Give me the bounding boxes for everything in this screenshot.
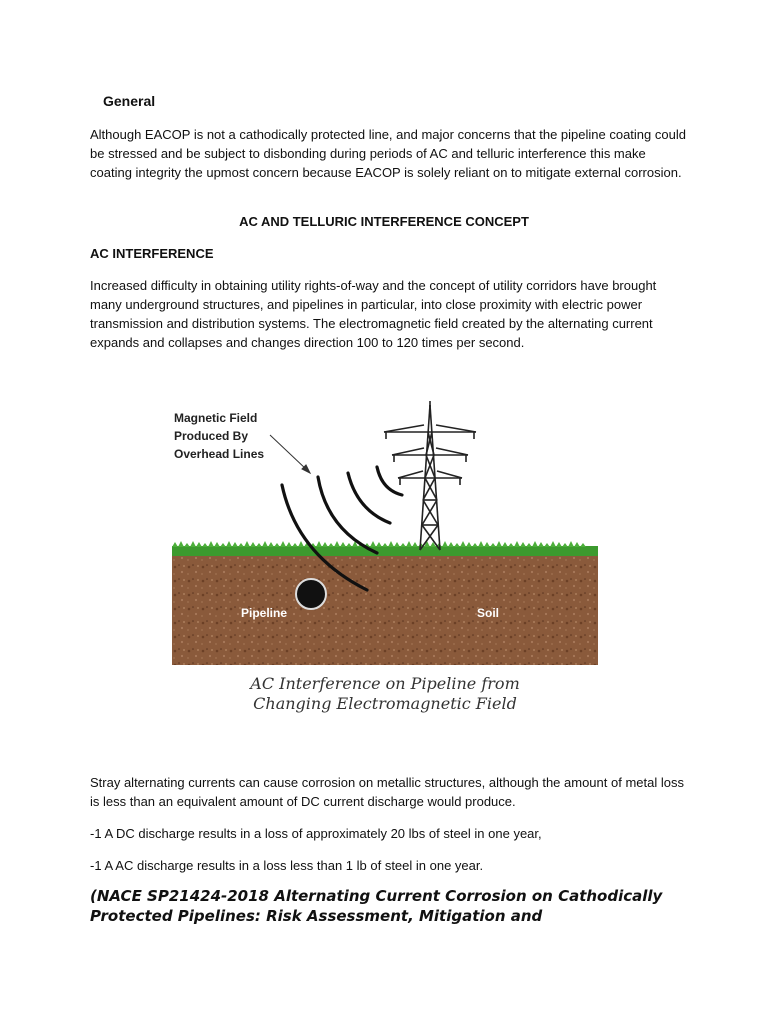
ac-interference-figure — [172, 395, 598, 665]
paragraph-intro: Although EACOP is not a cathodically protected line, and major concerns that the pipeline coating could be stressed and be subject to disbonding during periods of AC and telluric interference this make coating integrity the upmost concern because EACOP is solely reliant on to mitigate external corrosion. — [90, 127, 686, 180]
heading-general: General — [103, 93, 156, 109]
label-pipeline: Pipeline — [241, 606, 288, 620]
ac-discharge-line: -1 A AC discharge results in a loss less than 1 lb of steel in one year. — [90, 858, 484, 873]
soil-layer — [172, 553, 598, 665]
label-magnetic-field-3: Overhead Lines — [174, 447, 265, 461]
caption-line-2: Changing Electromagnetic Field — [253, 694, 517, 713]
paragraph-stray-currents: Stray alternating currents can cause corrosion on metallic structures, although the amount of metal loss is less than an equivalent amount of DC current discharge would produce. — [90, 775, 684, 809]
grass-strip — [172, 546, 598, 556]
transmission-tower-icon — [384, 401, 476, 550]
figure-caption — [172, 674, 598, 714]
pipeline-icon — [296, 579, 326, 609]
dc-discharge-line: -1 A DC discharge results in a loss of approximately 20 lbs of steel in one year, — [90, 826, 542, 841]
arrow-icon — [270, 435, 310, 473]
nace-reference: (NACE SP21424-2018 Alternating Current Corrosion on Cathodically Protected Pipelines: Risk Assessment, Mitigation and — [90, 887, 663, 925]
heading-ac-interference: AC INTERFERENCE — [90, 246, 214, 261]
label-magnetic-field-1: Magnetic Field — [174, 411, 258, 425]
paragraph-ac-interference: Increased difficulty in obtaining utility rights-of-way and the concept of utility corridors have brought many underground structures, and pipelines in particular, into close proximity with electric power transmission and distribution systems. The electromagnetic field created by the alternating current expands and collapses and changes direction 100 to 120 times per second. — [90, 278, 657, 350]
label-magnetic-field-2: Produced By — [174, 429, 249, 443]
caption-line-1: AC Interference on Pipeline from — [250, 674, 520, 693]
label-soil: Soil — [477, 606, 500, 620]
section-title: AC AND TELLURIC INTERFERENCE CONCEPT — [239, 214, 529, 229]
